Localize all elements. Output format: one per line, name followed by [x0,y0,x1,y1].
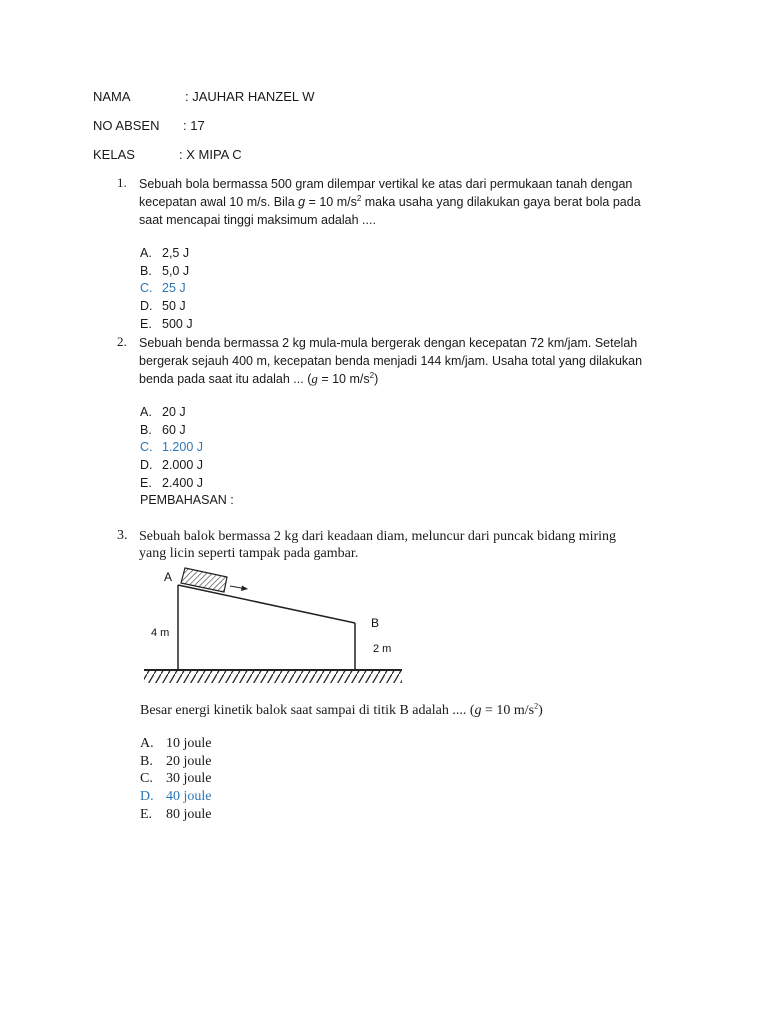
option-text: 80 joule [166,806,212,822]
gravity-symbol: g [474,703,482,718]
nama-value: : JAUHAR HANZEL W [185,89,315,104]
question-1-options [140,245,193,333]
header-nama [93,89,315,104]
option-letter: B. [140,753,153,769]
option-text: 2.000 J [162,458,204,473]
option-letter: E. [140,806,153,822]
text-segment: ) [374,372,379,386]
superscript: 2 [369,370,375,380]
height-b-label: 2 m [373,643,392,655]
question-text [139,334,677,388]
question-3 [117,528,677,562]
question-line [139,370,677,388]
kelas-label: KELAS [93,147,135,162]
option-letter: D. [140,789,154,805]
option-a [140,735,212,753]
ground-hatch [144,671,402,683]
option-text: 2,5 J [162,246,190,260]
option-text: 2.400 J [162,475,204,490]
option-letter: A. [140,736,154,751]
option-b [140,263,193,281]
option-letter: B. [140,263,152,278]
option-text: 5,0 J [162,263,190,278]
question-line: Sebuah balok bermassa 2 kg dari keadaan diam, meluncur dari puncak bidang miring [139,529,617,544]
absen-label: NO ABSEN [93,118,160,133]
superscript: 2 [534,701,539,711]
question-text [139,528,677,562]
header-kelas [93,147,242,162]
question-number: 1. [117,175,127,190]
option-a [140,404,234,422]
text-segment: = 10 m/s [317,372,370,386]
question-line: Sebuah benda bermassa 2 kg mula-mula bergerak dengan kecepatan 72 km/jam. Setelah [139,336,638,350]
text-segment: benda pada saat itu adalah ... ( [139,372,312,386]
question-2-options [140,404,234,510]
incline-surface [178,585,355,623]
question-number: 3. [117,528,128,543]
option-text: 20 joule [166,753,212,769]
option-letter: E. [140,475,152,490]
option-letter: A. [140,405,152,419]
inclined-plane-diagram [140,566,410,690]
option-letter: D. [140,299,153,314]
option-c [140,770,212,788]
question-2 [117,334,677,388]
option-c-answer [140,280,193,298]
question-line: Sebuah bola bermassa 500 gram dilempar vertikal ke atas dari permukaan tanah dengan [139,177,633,191]
option-text: 500 J [162,316,193,331]
option-d [140,298,193,316]
option-text: 50 J [162,299,186,314]
option-b [140,422,234,440]
question-3-options [140,735,212,823]
question-number: 2. [117,334,127,349]
option-text: 60 J [162,422,186,437]
gravity-symbol: g [298,195,306,209]
nama-label: NAMA [93,89,131,104]
text-segment: Besar energi kinetik balok saat sampai di titik B adalah .... ( [140,703,475,718]
option-letter: C. [140,771,153,787]
option-text: 20 J [162,405,186,419]
option-letter: C. [140,281,153,296]
option-text: 10 joule [166,736,212,751]
option-d-answer [140,788,212,806]
option-letter: D. [140,458,153,473]
option-e [140,316,193,334]
text-segment: ) [538,703,543,718]
option-a [140,245,193,263]
option-text: 40 joule [166,789,212,805]
superscript: 2 [356,193,362,203]
label-a: A [164,570,173,584]
gravity-symbol: g [311,371,318,386]
question-line: saat mencapai tinggi maksimum adalah .... [139,213,376,227]
question-line: bergerak sejauh 400 m, kecepatan benda menjadi 144 km/jam. Usaha total yang dilakukan [139,354,643,368]
arrow-head [241,586,248,592]
block [181,568,227,592]
absen-value: : 17 [183,118,205,133]
option-letter: A. [140,246,152,260]
option-e [140,475,234,493]
option-c-answer [140,439,234,457]
option-letter: B. [140,422,152,437]
option-letter: C. [140,440,153,455]
kelas-value: : X MIPA C [179,147,242,162]
option-b [140,753,212,771]
question-text [139,175,677,229]
height-a-label: 4 m [151,627,170,639]
question-line: yang licin seperti tampak pada gambar. [139,546,359,561]
option-d [140,457,234,475]
text-segment: = 10 m/s [481,703,535,718]
pembahasan-label: PEMBAHASAN : [140,493,234,508]
option-text: 1.200 J [162,440,204,455]
question-3-prompt [140,703,543,719]
label-b: B [371,616,380,630]
text-segment: maka usaha yang dilakukan gaya berat bola pada [361,195,641,209]
question-1 [117,175,677,229]
option-text: 30 joule [166,771,212,787]
option-letter: E. [140,316,152,331]
question-line [139,193,677,211]
option-text: 25 J [162,281,186,296]
header-absen [93,118,205,133]
option-e [140,806,212,824]
text-segment: = 10 m/s [305,195,357,209]
text-segment: kecepatan awal 10 m/s. Bila [139,195,299,209]
